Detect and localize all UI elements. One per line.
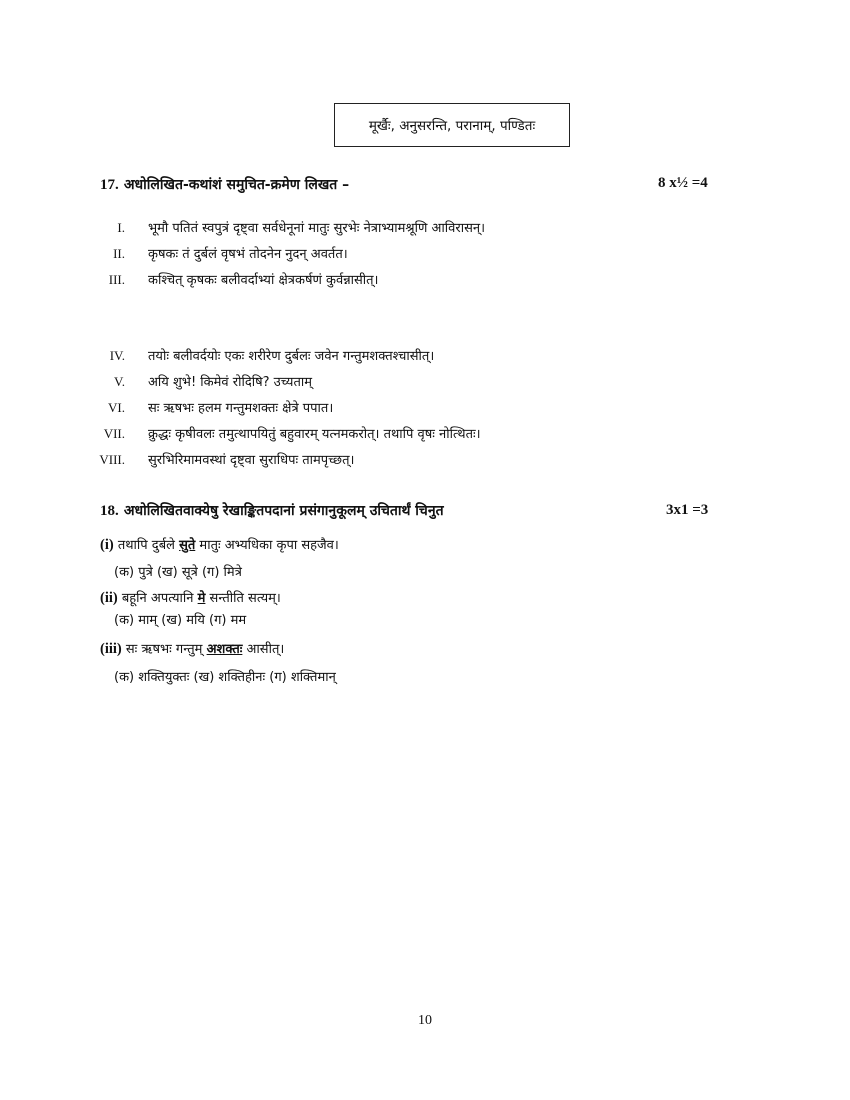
- q17-sentence-5: अयि शुभे! किमेवं रोदिषि? उच्यताम्: [148, 375, 313, 390]
- q18-marks: 3x1 =3: [666, 502, 709, 518]
- q18-item-2: [100, 588, 281, 607]
- q18-item-2-options: (क) माम् (ख) मयि (ग) मम: [114, 613, 247, 628]
- word-bank-text: मूर्खैः, अनुसरन्ति, परानाम्, पण्डितः: [368, 118, 536, 134]
- q17-sentence-2: कृषकः तं दुर्बलं वृषभं तोदनेन नुदन् अवर्तत।: [148, 247, 348, 262]
- q17-number: 17.: [100, 177, 119, 193]
- q17-heading-text: अधोलिखित-कथांशं समुचित-क्रमेण लिखत –: [123, 177, 350, 193]
- q18-heading: [100, 500, 444, 520]
- q17-sentence-8: सुरभिरिमामवस्थां दृष्ट्वा सुराधिपः तामपृच्छत्।: [148, 453, 355, 468]
- q18-item-3-options: (क) शक्तियुक्तः (ख) शक्तिहीनः (ग) शक्तिमान्: [114, 670, 336, 685]
- q17-roman-6: VI.: [108, 400, 125, 415]
- q18-item-3-pre: सः ऋषभः गन्तुम्: [125, 642, 203, 657]
- q18-item-2-post: सन्तीति सत्यम्।: [209, 591, 281, 606]
- q18-item-1: [100, 535, 339, 554]
- q18-item-3: [100, 639, 284, 658]
- q18-item-3-underlined: अशक्तः: [206, 642, 243, 657]
- q17-roman-4: IV.: [109, 348, 125, 363]
- q17-sentence-3: कश्चित् कृषकः बलीवर्दाभ्यां क्षेत्रकर्षणं कुर्वन्नासीत्।: [148, 273, 379, 288]
- q17-roman-5: V.: [114, 374, 125, 389]
- q17-roman-2: II.: [113, 246, 125, 261]
- q18-item-2-pre: बहूनि अपत्यानि: [121, 591, 194, 606]
- q17-sentence-6: सः ऋषभः हलम गन्तुमशक्तः क्षेत्रे पपात।: [148, 401, 334, 416]
- q17-roman-1: I.: [117, 220, 125, 235]
- q18-item-1-pre: तथापि दुर्बले: [117, 538, 175, 553]
- q18-item-1-post: मातुः अभ्यधिका कृपा सहजैव।: [199, 538, 339, 553]
- q17-heading: [100, 174, 349, 194]
- q18-item-3-post: आसीत्।: [246, 642, 285, 657]
- q17-sentence-4: तयोः बलीवर्दयोः एकः शरीरेण दुर्बलः जवेन गन्तुमशक्तश्चासीत्।: [148, 349, 435, 364]
- q18-item-3-label: (iii): [100, 641, 122, 657]
- q18-heading-text: अधोलिखितवाक्येषु रेखाङ्कितपदानां प्रसंगानुकूलम् उचितार्थं चिनुत: [123, 503, 444, 519]
- q18-number: 18.: [100, 503, 119, 519]
- q17-roman-3: III.: [108, 272, 125, 287]
- q18-item-2-underlined: मे: [197, 591, 206, 606]
- q17-roman-7: VII.: [103, 426, 125, 441]
- q17-sentence-7: क्रुद्धः कृषीवलः तमुत्थापयितुं बहुवारम् यत्नमकरोत्। तथापि वृषः नोत्थितः।: [148, 427, 481, 442]
- q17-marks: 8 x½ =4: [658, 175, 708, 191]
- q18-item-1-label: (i): [100, 537, 114, 553]
- q17-roman-8: VIII.: [99, 452, 125, 467]
- page-number: 10: [418, 1013, 432, 1028]
- q18-item-1-options: (क) पुत्रे (ख) सूत्रे (ग) मित्रे: [114, 565, 242, 580]
- q18-item-1-underlined: सुते: [179, 538, 196, 553]
- q18-item-2-label: (ii): [100, 590, 118, 606]
- word-bank-box: [334, 103, 570, 147]
- q17-sentence-1: भूमौ पतितं स्वपुत्रं दृष्ट्वा सर्वधेनूनां मातुः सुरभेः नेत्राभ्यामश्रूणि आविरासन्।: [148, 221, 486, 236]
